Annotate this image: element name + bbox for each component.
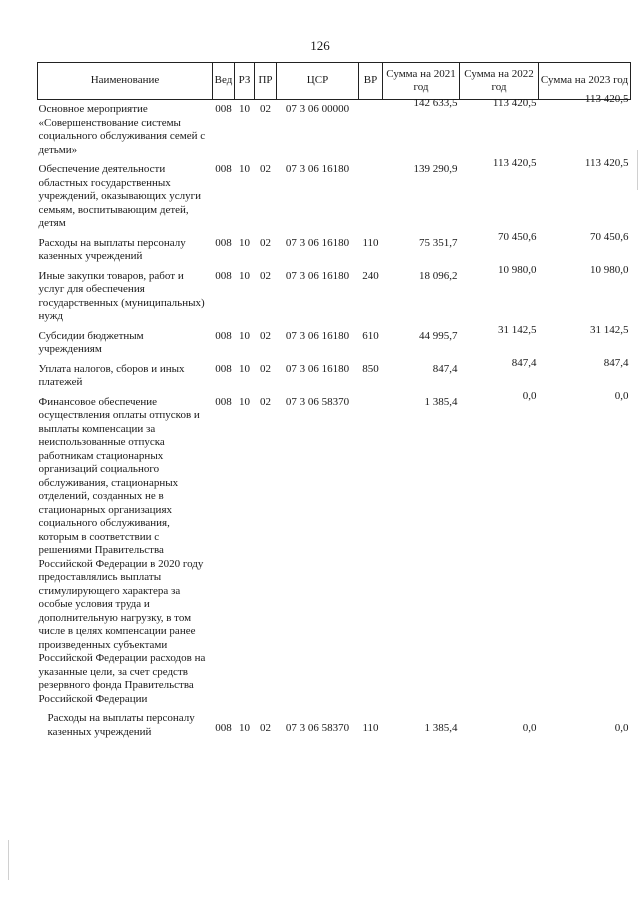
row-sum-2022: 0,0 <box>522 722 537 734</box>
row-sum-2023-value: 113 420,5 <box>584 157 629 169</box>
column-header-rz: РЗ <box>235 63 255 100</box>
table-row <box>38 237 631 264</box>
row-ved: 008 <box>215 163 232 175</box>
row-ved: 008 <box>215 103 232 115</box>
row-pr: 02 <box>260 395 271 408</box>
table-row <box>38 163 631 231</box>
row-vr: 110 <box>362 722 379 734</box>
row-sum-2021: 1 385,4 <box>424 395 458 408</box>
row-sum-2021: 18 096,2 <box>419 269 458 282</box>
row-pr: 02 <box>260 329 271 342</box>
scan-artifact-line <box>8 840 9 880</box>
row-rz: 10 <box>239 269 250 282</box>
row-sum-2021: 139 290,9 <box>413 163 458 175</box>
row-sum-2022-value: 31 142,5 <box>498 323 537 336</box>
row-ved: 008 <box>215 362 232 375</box>
row-sum-2023-value: 70 450,6 <box>590 230 629 243</box>
row-rz: 10 <box>239 103 250 115</box>
table-row <box>38 100 631 158</box>
row-sum-2022-value: 847,4 <box>511 356 537 369</box>
row-sum-2022 <box>460 389 539 707</box>
row-ved: 008 <box>215 236 232 249</box>
row-rz: 10 <box>239 395 250 408</box>
row-sum-2023-value: 113 420,5 <box>584 93 629 105</box>
table-row <box>38 330 631 357</box>
row-sum-2022 <box>460 230 539 264</box>
row-sum-2023-value: 0,0 <box>614 389 629 402</box>
row-ved: 008 <box>215 722 232 734</box>
row-sum-2022 <box>460 263 539 324</box>
row-sum-2021-value: 142 633,5 <box>413 97 458 109</box>
row-name: Расходы на выплаты персоналу казенных учреждений <box>38 236 186 262</box>
row-name: Обеспечение деятельности областных государственных учреждений, оказывающих услуги семьям, воспитывающим детей, детям <box>38 163 201 229</box>
column-header-vr: ВР <box>359 63 383 100</box>
row-vr <box>359 163 383 231</box>
row-sum-2022-value: 113 420,5 <box>492 157 537 169</box>
row-vr: 610 <box>362 329 379 342</box>
row-name: Иные закупки товаров, работ и услуг для обеспечения государственных (муниципальных) нужд <box>38 269 205 322</box>
table-row <box>38 270 631 324</box>
row-sum-2023 <box>539 389 631 707</box>
page-number: 126 <box>310 38 330 53</box>
row-sum-2022-value: 0,0 <box>522 389 537 402</box>
row-name: Основное мероприятие «Совершенствование системы социального обслуживания семей с детьми» <box>38 103 206 156</box>
row-sum-2022-value: 70 450,6 <box>498 230 537 243</box>
column-header-sum-2022: Сумма на 2022 год <box>460 63 539 100</box>
column-header-name: Наименование <box>38 63 213 100</box>
row-name: Финансовое обеспечение осуществления оплаты отпусков и выплаты компенсации за неиспользованные отпуска работникам стационарных организаций социального обслуживания, стационарных отделений, созданных не в стационарных организациях социального обслуживания, которым в соответствии с решениями Правительства Российской Федерации в 2020 году предоставлялись выплаты стимулирующего характера за особые условия труда и дополнительную нагрузку, в том числе в целях компенсации ранее произведенных субъектами Российской Федерации расходов на указанные цели, за счет средств резервного фонда Правительства Российской Федерации <box>38 395 206 705</box>
row-sum-2023: 0,0 <box>614 722 629 734</box>
row-sum-2023 <box>539 323 631 357</box>
row-rz: 10 <box>239 362 250 375</box>
row-sum-2023 <box>539 157 631 231</box>
row-pr: 02 <box>260 722 271 734</box>
row-csr: 07 3 06 00000 <box>285 103 350 115</box>
row-sum-2021: 75 351,7 <box>419 236 458 249</box>
row-rz: 10 <box>239 329 250 342</box>
row-sum-2021: 44 995,7 <box>419 329 458 342</box>
row-rz: 10 <box>239 722 250 734</box>
row-rz: 10 <box>239 236 250 249</box>
table-row <box>38 706 631 739</box>
row-sum-2023-value: 31 142,5 <box>590 323 629 336</box>
table-row <box>38 396 631 707</box>
row-csr: 07 3 06 16180 <box>285 329 350 342</box>
row-pr: 02 <box>260 163 271 175</box>
column-header-ved: Вед <box>213 63 235 100</box>
row-sum-2021: 1 385,4 <box>424 722 458 734</box>
row-pr: 02 <box>260 269 271 282</box>
row-pr: 02 <box>260 103 271 115</box>
row-sum-2023 <box>539 356 631 390</box>
scan-artifact-line <box>637 150 638 190</box>
row-name: Субсидии бюджетным учреждениям <box>38 329 144 355</box>
row-csr: 07 3 06 16180 <box>285 236 350 249</box>
row-name: Уплата налогов, сборов и иных платежей <box>38 362 185 388</box>
row-vr: 240 <box>362 269 379 282</box>
row-vr <box>359 396 383 707</box>
row-sum-2022 <box>460 97 539 158</box>
row-sum-2023-value: 10 980,0 <box>590 263 629 276</box>
row-vr: 850 <box>362 362 379 375</box>
table-row <box>38 363 631 390</box>
row-csr: 07 3 06 16180 <box>285 163 350 175</box>
row-csr: 07 3 06 16180 <box>285 269 350 282</box>
row-sum-2022-value: 113 420,5 <box>492 97 537 109</box>
budget-table <box>37 62 631 739</box>
row-pr: 02 <box>260 362 271 375</box>
row-ved: 008 <box>215 395 232 408</box>
row-sum-2022-value: 10 980,0 <box>498 263 537 276</box>
row-sum-2023 <box>539 93 631 158</box>
row-sum-2022 <box>460 356 539 390</box>
row-sum-2023-value: 847,4 <box>603 356 629 369</box>
row-sum-2021 <box>383 97 460 158</box>
row-sum-2022 <box>460 323 539 357</box>
row-pr: 02 <box>260 236 271 249</box>
row-csr: 07 3 06 58370 <box>285 395 350 408</box>
row-ved: 008 <box>215 269 232 282</box>
column-header-sum-2021: Сумма на 2021 год <box>383 63 460 100</box>
table-header <box>38 63 631 100</box>
column-header-sum-2023: Сумма на 2023 год <box>539 63 631 100</box>
column-header-csr: ЦСР <box>277 63 359 100</box>
row-sum-2023 <box>539 263 631 324</box>
row-sum-2023 <box>539 230 631 264</box>
row-ved: 008 <box>215 329 232 342</box>
row-sum-2022 <box>460 157 539 231</box>
row-csr: 07 3 06 58370 <box>285 722 350 734</box>
row-vr <box>359 100 383 158</box>
row-name: Расходы на выплаты персоналу казенных учреждений <box>47 712 195 738</box>
row-csr: 07 3 06 16180 <box>285 362 350 375</box>
column-header-pr: ПР <box>255 63 277 100</box>
row-sum-2021: 847,4 <box>432 362 458 375</box>
row-vr: 110 <box>362 236 379 249</box>
row-rz: 10 <box>239 163 250 175</box>
